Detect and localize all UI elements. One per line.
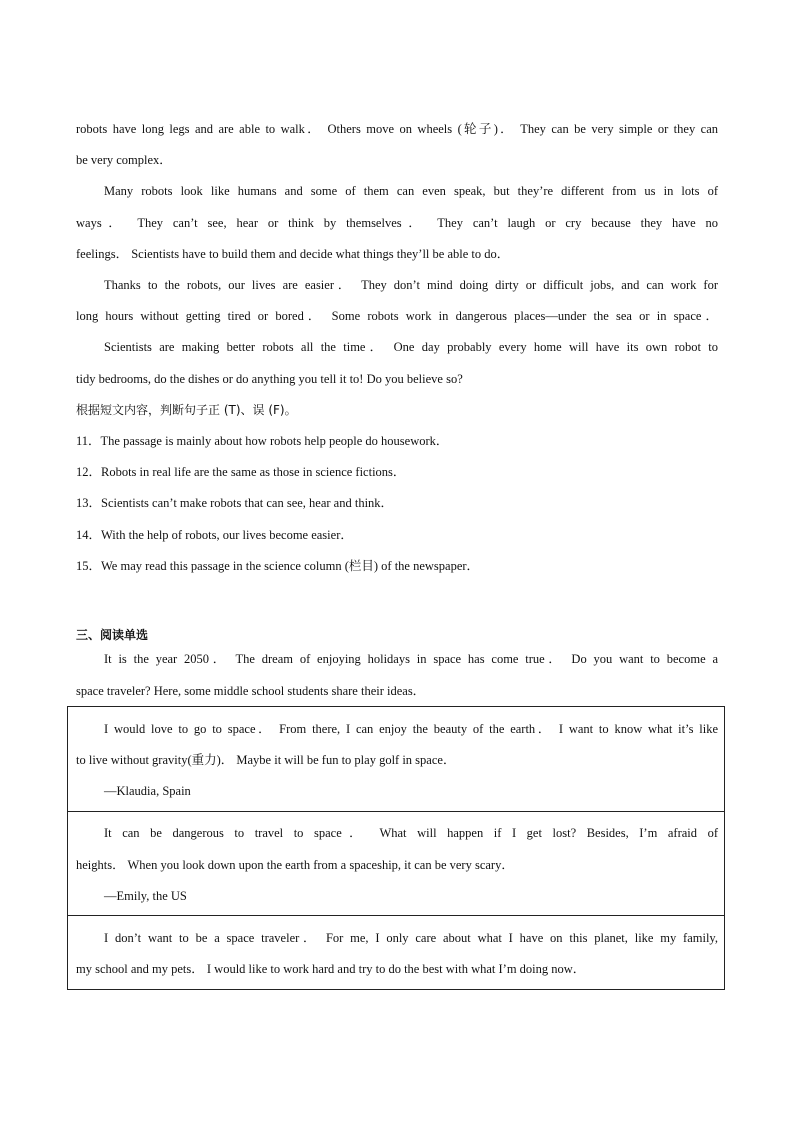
passage-line: feelings． Scientists have to build them and decide what things they’ll be able to do． — [76, 247, 510, 261]
section-heading: 三、阅读单选 — [76, 628, 149, 642]
passage-line: be very complex． — [76, 153, 172, 167]
passage-line: Many robots look like humans and some of them can even speak, but they’re different from us in lots of — [104, 184, 718, 198]
question-item: 13．Scientists can’t make robots that can see, hear and think． — [76, 496, 394, 510]
opinion-card-klaudia — [67, 706, 725, 812]
question-item: 11．The passage is mainly about how robots help people do housework． — [76, 434, 449, 448]
passage-line: Thanks to the robots, our lives are easier． They don’t mind doing dirty or difficult jobs, and can work for — [104, 278, 718, 292]
card-line: It can be dangerous to travel to space． What will happen if I get lost? Besides, I’m afraid of — [104, 826, 718, 840]
opinion-card-emily — [67, 811, 725, 916]
card-line: my school and my pets． I would like to work hard and try to do the best with what I’m doing now． — [76, 962, 586, 976]
instruction-text: 根据短文内容，判断句子正 (T)、误 (F)。 — [76, 403, 297, 417]
passage-line: robots have long legs and are able to walk． Others move on wheels (轮子)． They can be very simple or they can — [76, 122, 718, 136]
passage-line: Scientists are making better robots all the time． One day probably every home will have its own robot to — [104, 340, 718, 354]
question-item: 14．With the help of robots, our lives become easier． — [76, 528, 353, 542]
intro-line: It is the year 2050． The dream of enjoying holidays in space has come true． Do you want to become a — [104, 652, 718, 666]
card-line: heights． When you look down upon the earth from a spaceship, it can be very scary． — [76, 858, 514, 872]
card-line: to live without gravity(重力)． Maybe it will be fun to play golf in space． — [76, 753, 456, 767]
intro-line: space traveler? Here, some middle school students share their ideas． — [76, 684, 426, 698]
passage-line: ways． They can’t see, hear or think by themselves． They can’t laugh or cry because they have no — [76, 216, 718, 230]
card-author: —Klaudia, Spain — [104, 784, 191, 798]
opinion-card-third — [67, 915, 725, 990]
card-line: I would love to go to space． From there, I can enjoy the beauty of the earth． I want to know what it’s like — [104, 722, 718, 736]
card-author: —Emily, the US — [104, 889, 187, 903]
question-item: 15．We may read this passage in the science column (栏目) of the newspaper． — [76, 559, 480, 573]
card-line: I don’t want to be a space traveler． For me, I only care about what I have on this planet, like my family, — [104, 931, 718, 945]
passage-line: tidy bedrooms, do the dishes or do anything you tell it to! Do you believe so? — [76, 372, 463, 386]
question-item: 12．Robots in real life are the same as those in science fictions． — [76, 465, 406, 479]
passage-line: long hours without getting tired or bored． Some robots work in dangerous places—under the sea or in space． — [76, 309, 718, 323]
